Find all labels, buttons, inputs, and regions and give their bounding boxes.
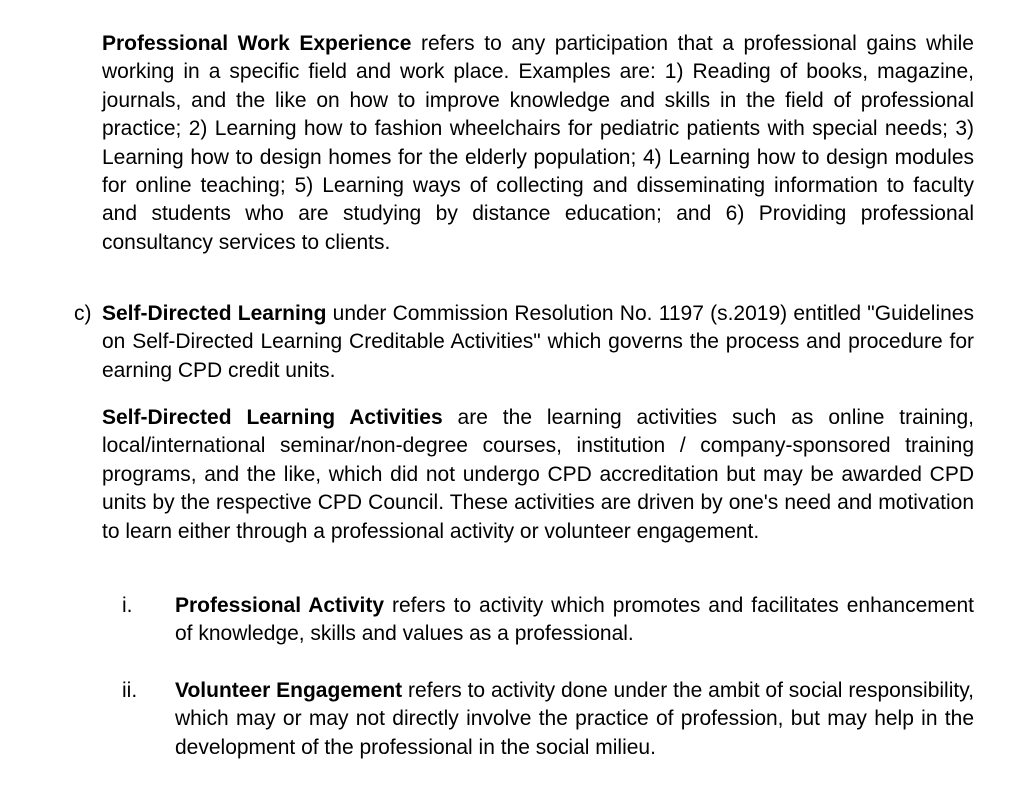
term-professional-work-experience: Professional Work Experience [102, 32, 412, 55]
definition-text: refers to any participation that a professional gains while working in a specific field and work place. Examples are: 1) Reading of books, magazine, journals, and the like on how to improve knowledge and skills in the field of professional practice; 2) Learning how to fashion wheelchairs for pediatric patients with special needs; 3) Learning how to design homes for the elderly population; 4) Learning how to design modules for online teaching; 5) Learning ways of collecting and disseminating information to faculty and students who are studying by distance education; and 6) Providing professional consultancy services to clients. [102, 32, 974, 254]
list-marker: i. [122, 594, 133, 617]
definition-text: are the learning activities such as online training, local/international seminar/non-degree courses, institution / company-sponsored training programs, and the like, which did not undergo CPD accreditation but may be awarded CPD units by the respective CPD Council. These activities are driven by one's need and motivation to learn either through a professional activity or volunteer engagement. [102, 406, 975, 543]
list-item-self-directed-learning [74, 300, 974, 385]
paragraph-text [102, 30, 974, 257]
term-self-directed-learning-activities: Self-Directed Learning Activities [102, 406, 443, 429]
sub-item-volunteer-engagement [122, 677, 974, 762]
paragraph-text [102, 404, 974, 546]
paragraph-text [102, 300, 974, 385]
definition-text: refers to activity which promotes and facilitates enhancement of knowledge, skills and values as a professional. [175, 594, 974, 646]
term-volunteer-engagement: Volunteer Engagement [175, 679, 403, 702]
professional-work-experience-paragraph [102, 30, 974, 257]
self-directed-learning-activities-paragraph [102, 404, 974, 546]
paragraph-text [175, 677, 974, 762]
sub-item-professional-activity [122, 592, 974, 649]
definition-text: under Commission Resolution No. 1197 (s.2019) entitled "Guidelines on Self-Directed Learning Creditable Activities" which governs the process and procedure for earning CPD credit units. [102, 302, 974, 382]
list-marker: ii. [122, 679, 138, 702]
list-marker: c) [74, 302, 92, 325]
term-professional-activity: Professional Activity [175, 594, 385, 617]
term-self-directed-learning: Self-Directed Learning [102, 302, 327, 325]
paragraph-text [175, 592, 974, 649]
definition-text: refers to activity done under the ambit of social responsibility, which may or may not directly involve the practice of profession, but may help in the development of the professional in the social milieu. [175, 679, 974, 759]
